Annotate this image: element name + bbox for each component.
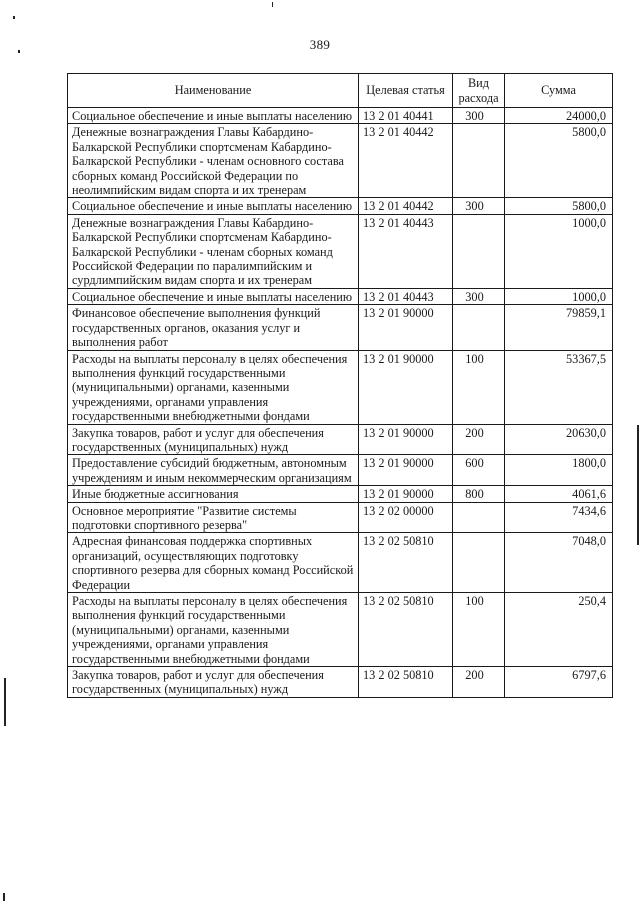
cell-code: 13 2 02 00000 — [359, 502, 453, 533]
header-type: Вид расхода — [453, 74, 505, 108]
cell-type: 100 — [453, 350, 505, 424]
table-row — [68, 533, 613, 593]
scan-margin-line — [637, 425, 639, 545]
cell-code: 13 2 01 40442 — [359, 124, 453, 198]
table-row — [68, 214, 613, 288]
cell-name: Расходы на выплаты персоналу в целях обеспечения выполнения функций государственными (муниципальными) органами, казенными учреждениями, органами управления государственными внебюджетными фондами — [68, 350, 359, 424]
cell-type — [453, 305, 505, 350]
header-sum: Сумма — [505, 74, 613, 108]
cell-sum: 53367,5 — [505, 350, 613, 424]
cell-sum: 24000,0 — [505, 108, 613, 124]
table-row — [68, 108, 613, 124]
cell-type — [453, 124, 505, 198]
header-name: Наименование — [68, 74, 359, 108]
table-row — [68, 288, 613, 304]
cell-type: 300 — [453, 198, 505, 214]
page-number: 389 — [309, 37, 331, 52]
cell-name: Основное мероприятие "Развитие системы подготовки спортивного резерва" — [68, 502, 359, 533]
table-row — [68, 486, 613, 502]
table-row — [68, 424, 613, 455]
cell-name: Денежные вознаграждения Главы Кабардино-Балкарской Республики спортсменам Кабардино-Балкарской Республики - членам сборных команд Российской Федерации по паралимпийским и сурдлимпийским видам спорта и их тренерам — [68, 214, 359, 288]
table-row — [68, 305, 613, 350]
cell-type: 600 — [453, 455, 505, 486]
scan-margin-line — [4, 678, 6, 726]
cell-code: 13 2 01 90000 — [359, 350, 453, 424]
table-row — [68, 124, 613, 198]
cell-type: 300 — [453, 108, 505, 124]
cell-name: Закупка товаров, работ и услуг для обеспечения государственных (муниципальных) нужд — [68, 667, 359, 698]
scan-speck — [272, 2, 273, 7]
cell-type: 800 — [453, 486, 505, 502]
cell-type — [453, 502, 505, 533]
cell-sum: 7434,6 — [505, 502, 613, 533]
cell-sum: 1000,0 — [505, 288, 613, 304]
cell-code: 13 2 02 50810 — [359, 533, 453, 593]
cell-sum: 79859,1 — [505, 305, 613, 350]
cell-name: Иные бюджетные ассигнования — [68, 486, 359, 502]
table-header-row — [68, 74, 613, 108]
cell-code: 13 2 01 90000 — [359, 305, 453, 350]
cell-code: 13 2 01 90000 — [359, 424, 453, 455]
cell-sum: 6797,6 — [505, 667, 613, 698]
cell-code: 13 2 01 40443 — [359, 288, 453, 304]
cell-name: Социальное обеспечение и иные выплаты населению — [68, 288, 359, 304]
cell-code: 13 2 01 40442 — [359, 198, 453, 214]
cell-sum: 4061,6 — [505, 486, 613, 502]
cell-sum: 20630,0 — [505, 424, 613, 455]
cell-code: 13 2 01 90000 — [359, 486, 453, 502]
cell-sum: 1800,0 — [505, 455, 613, 486]
cell-type — [453, 214, 505, 288]
cell-name: Финансовое обеспечение выполнения функций государственных органов, оказания услуг и выполнения работ — [68, 305, 359, 350]
cell-type: 200 — [453, 667, 505, 698]
cell-type: 200 — [453, 424, 505, 455]
cell-name: Расходы на выплаты персоналу в целях обеспечения выполнения функций государственными (муниципальными) органами, казенными учреждениями, органами управления государственными внебюджетными фондами — [68, 593, 359, 667]
table-row — [68, 667, 613, 698]
cell-type: 100 — [453, 593, 505, 667]
cell-name: Денежные вознаграждения Главы Кабардино-Балкарской Республики спортсменам Кабардино-Балкарской Республики - членам основного состава сборных команд Российской Федерации по неолимпийским видам спорта и их тренерам — [68, 124, 359, 198]
cell-code: 13 2 02 50810 — [359, 667, 453, 698]
cell-code: 13 2 01 40443 — [359, 214, 453, 288]
cell-name: Предоставление субсидий бюджетным, автономным учреждениям и иным некоммерческим организациям — [68, 455, 359, 486]
cell-sum: 1000,0 — [505, 214, 613, 288]
table-row — [68, 350, 613, 424]
scan-speck — [3, 893, 5, 901]
cell-name: Адресная финансовая поддержка спортивных организаций, осуществляющих подготовку спортивного резерва для сборных команд Российской Федерации — [68, 533, 359, 593]
cell-type — [453, 533, 505, 593]
cell-sum: 5800,0 — [505, 124, 613, 198]
cell-sum: 7048,0 — [505, 533, 613, 593]
table-row — [68, 502, 613, 533]
cell-code: 13 2 01 40441 — [359, 108, 453, 124]
table-row — [68, 455, 613, 486]
cell-code: 13 2 02 50810 — [359, 593, 453, 667]
cell-name: Закупка товаров, работ и услуг для обеспечения государственных (муниципальных) нужд — [68, 424, 359, 455]
cell-code: 13 2 01 90000 — [359, 455, 453, 486]
table-row — [68, 593, 613, 667]
cell-sum: 5800,0 — [505, 198, 613, 214]
cell-name: Социальное обеспечение и иные выплаты населению — [68, 108, 359, 124]
budget-table — [67, 73, 613, 698]
scan-speck — [13, 16, 15, 19]
cell-sum: 250,4 — [505, 593, 613, 667]
table-row — [68, 198, 613, 214]
cell-type: 300 — [453, 288, 505, 304]
cell-name: Социальное обеспечение и иные выплаты населению — [68, 198, 359, 214]
header-code: Целевая статья — [359, 74, 453, 108]
